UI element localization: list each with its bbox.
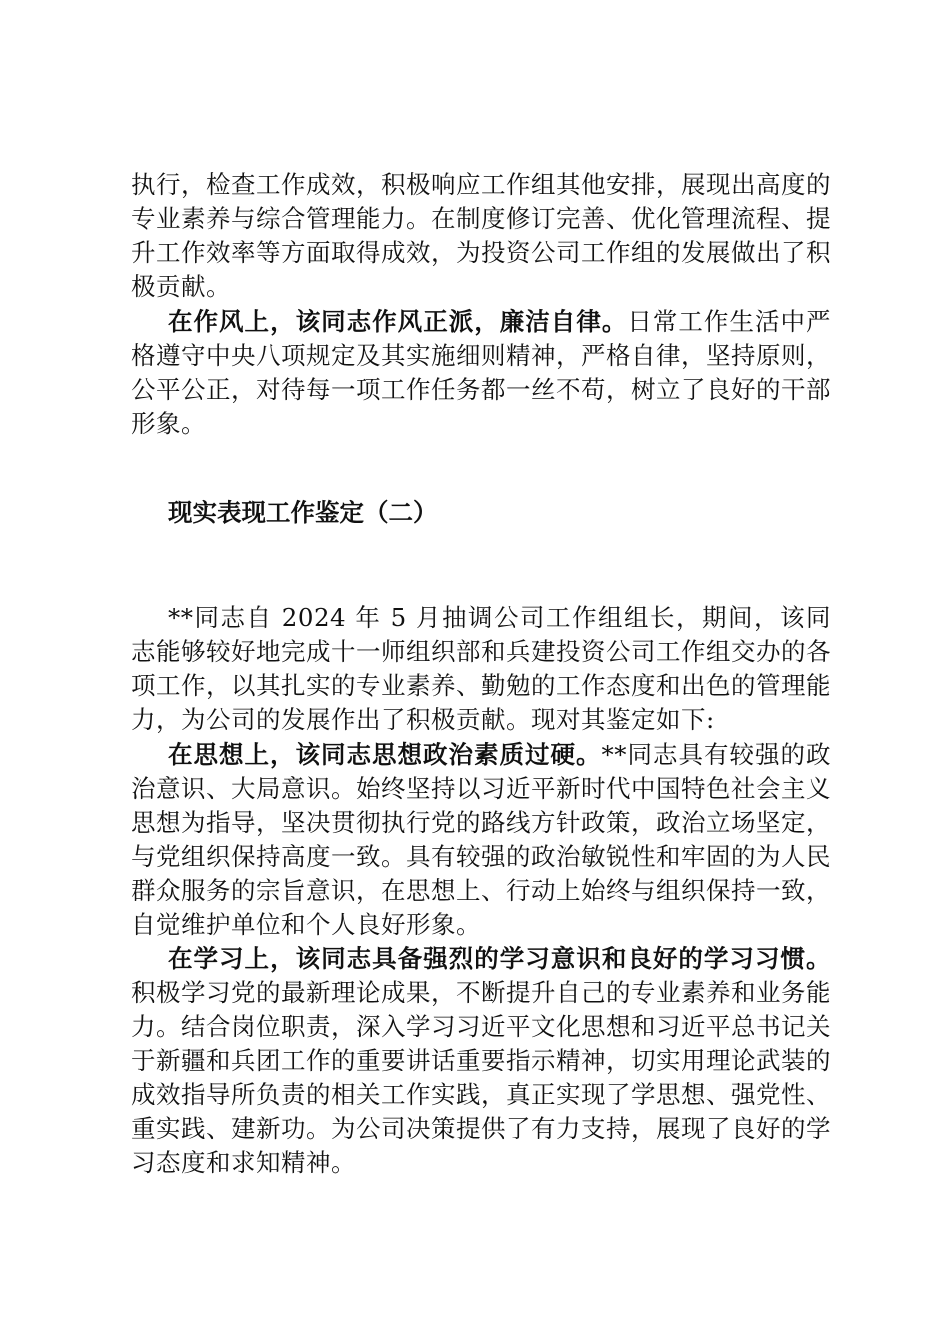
paragraph-ideology xyxy=(131,738,831,942)
paragraph-text: **同志具有较强的政治意识、大局意识。始终坚持以习近平新时代中国特色社会主义思想为指导，坚决贯彻执行党的路线方针政策，政治立场坚定，与党组织保持高度一致。具有较强的政治敏锐性和牢固的为人民群众服务的宗旨意识，在思想上、行动上始终与组织保持一致，自觉维护单位和个人良好形象。 xyxy=(131,740,831,939)
paragraph-text: 积极学习党的最新理论成果，不断提升自己的专业素养和业务能力。结合岗位职责，深入学习习近平文化思想和习近平总书记关于新疆和兵团工作的重要讲话重要指示精神，切实用理论武装的成效指导所负责的相关工作实践，真正实现了学思想、强党性、重实践、建新功。为公司决策提供了有力支持，展现了良好的学习态度和求知精神。 xyxy=(131,978,831,1177)
paragraph-work-style xyxy=(131,305,831,441)
paragraph-lead: 在思想上，该同志思想政治素质过硬。 xyxy=(168,740,602,769)
section-heading: 现实表现工作鉴定（二） xyxy=(168,498,438,527)
paragraph-study xyxy=(131,942,831,1180)
paragraph-text: **同志自 2024 年 5 月抽调公司工作组组长，期间，该同志能够较好地完成十一师组织部和兵建投资公司工作组交办的各项工作，以其扎实的专业素养、勤勉的工作态度和出色的管理能力，为公司的发展作出了积极贡献。现对其鉴定如下: xyxy=(131,603,831,734)
paragraph-lead: 在学习上，该同志具备强烈的学习意识和良好的学习习惯。 xyxy=(168,944,831,973)
paragraph-lead: 在作风上，该同志作风正派，廉洁自律。 xyxy=(168,307,628,336)
paragraph-text: 执行，检查工作成效，积极响应工作组其他安排，展现出高度的专业素养与综合管理能力。在制度修订完善、优化管理流程、提升工作效率等方面取得成效，为投资公司工作组的发展做出了积极贡献。 xyxy=(131,170,831,301)
paragraph-work-results xyxy=(131,168,831,304)
paragraph-intro xyxy=(131,601,831,737)
paragraph-text: 日常工作生活中严格遵守中央八项规定及其实施细则精神，严格自律，坚持原则，公平公正，对待每一项工作任务都一丝不苟，树立了良好的干部形象。 xyxy=(131,307,831,438)
